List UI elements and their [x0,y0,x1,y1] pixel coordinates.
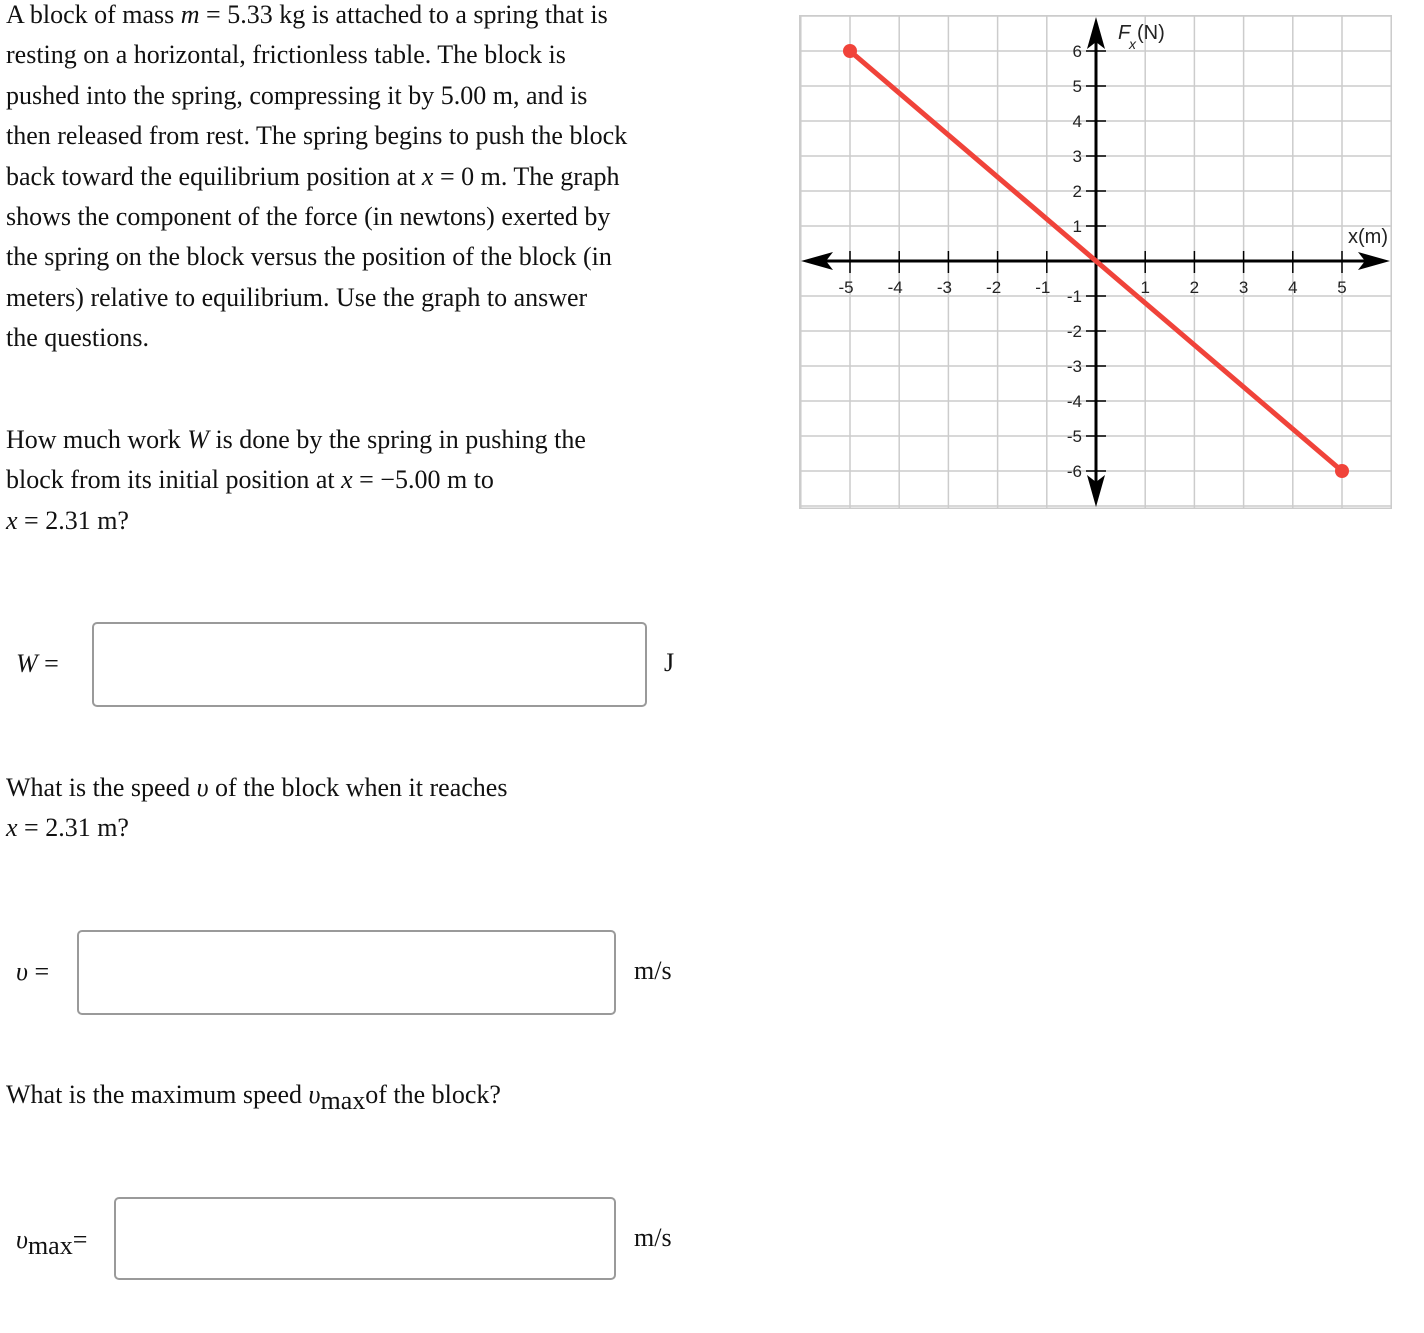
text-run: the questions. [6,323,149,353]
label-equals: = [27,957,50,986]
y-tick-label: 6 [1072,42,1082,61]
text-run: the spring on the block versus the position of the block (in [6,242,612,272]
label-variable: W [16,649,38,678]
x-tick-label: -5 [838,278,854,297]
text-line [6,0,627,35]
max-speed-input[interactable] [114,1197,616,1280]
x-tick-label: 1 [1140,278,1150,297]
text-run: = −5.00 m to [352,465,494,495]
text-run: How much work [6,425,188,454]
text-line [6,197,627,237]
text-run: A block of mass [6,0,181,29]
y-tick-label: -4 [1066,392,1082,411]
text-run: = 2.31 m? [17,505,129,535]
max-speed-unit: m/s [634,1223,672,1252]
work-unit: J [664,648,675,677]
y-tick-label: -1 [1066,287,1082,306]
text-run: is done by the spring in pushing the [208,425,586,454]
x-tick-label: -3 [936,278,952,297]
text-run: What is the speed [6,773,197,802]
text-line [6,76,627,116]
y-tick-label: 3 [1072,147,1082,166]
text-run: then released from rest. The spring begins to push the block [6,121,628,151]
text-line [6,116,627,156]
x-tick-label: 4 [1288,278,1298,297]
math-variable: x [341,465,353,495]
x-tick-label: 3 [1238,278,1249,297]
y-tick-label: 2 [1072,182,1082,201]
question-2-text [6,768,507,849]
text-run: = 2.31 m? [17,813,129,843]
subscript: max [320,1086,366,1115]
x-tick-label: -2 [986,278,1002,297]
math-variable: x [6,813,18,843]
text-line [6,237,627,277]
math-variable: υ [196,773,209,802]
force-position-graph [799,15,1392,509]
text-line [6,35,627,75]
work-input[interactable] [92,622,647,707]
work-label [16,649,59,679]
text-run: back toward the equilibrium position at [6,161,422,191]
label-equals: = [72,1225,88,1254]
data-point [843,44,857,58]
speed-input[interactable] [77,930,616,1015]
text-run: of the block? [365,1080,501,1109]
x-axis-label: x(m) [1348,226,1388,248]
math-variable: x [421,161,434,191]
y-tick-label: 5 [1072,77,1082,96]
text-line [6,460,586,500]
y-axis-label-main: F [1118,22,1131,44]
text-run: pushed into the spring, compressing it by 5.00 m, and is [6,80,588,110]
text-run: resting on a horizontal, frictionless table. The block is [6,40,566,70]
text-run: of the block when it reaches [208,773,508,802]
x-tick-label: -4 [887,278,903,297]
label-variable: υ [16,957,28,986]
text-run: shows the component of the force (in newtons) exerted by [6,202,611,232]
y-tick-label: -3 [1066,357,1082,376]
math-variable: m [180,0,200,29]
math-variable: W [187,425,209,454]
text-line [6,808,507,848]
y-axis-label-unit: (N) [1137,22,1165,44]
x-tick-label: 2 [1189,278,1200,297]
text-line [6,1075,501,1121]
text-run: = 0 m. The graph [433,161,620,191]
math-variable: υ [308,1080,321,1109]
text-line [6,501,586,541]
text-line [6,157,627,197]
speed-unit: m/s [634,956,672,985]
text-run: meters) relative to equilibrium. Use the graph to answer [6,282,588,312]
text-line [6,278,627,318]
label-subscript: max [27,1231,73,1260]
label-variable: υ [16,1225,28,1254]
y-axis-label-sub: x [1129,36,1136,52]
problem-statement [6,0,627,359]
text-run: = 5.33 kg is attached to a spring that is [199,0,608,29]
label-equals: = [37,649,59,678]
text-line [6,318,627,358]
x-tick-label: -1 [1035,278,1051,297]
question-1-text [6,420,586,541]
y-tick-label: 4 [1072,112,1082,131]
data-point [1335,464,1349,478]
y-tick-label: -5 [1066,427,1082,446]
text-run: What is the maximum speed [6,1080,309,1109]
y-tick-label: -6 [1066,462,1082,481]
x-tick-label: 5 [1337,278,1347,297]
text-run: block from its initial position at [6,465,342,495]
math-variable: x [6,505,18,535]
max-speed-label [16,1225,87,1261]
y-tick-label: -2 [1066,322,1082,341]
speed-label [16,957,49,987]
y-tick-label: 1 [1072,217,1082,236]
text-line [6,768,507,808]
question-3-text [6,1075,501,1121]
text-line [6,420,586,460]
